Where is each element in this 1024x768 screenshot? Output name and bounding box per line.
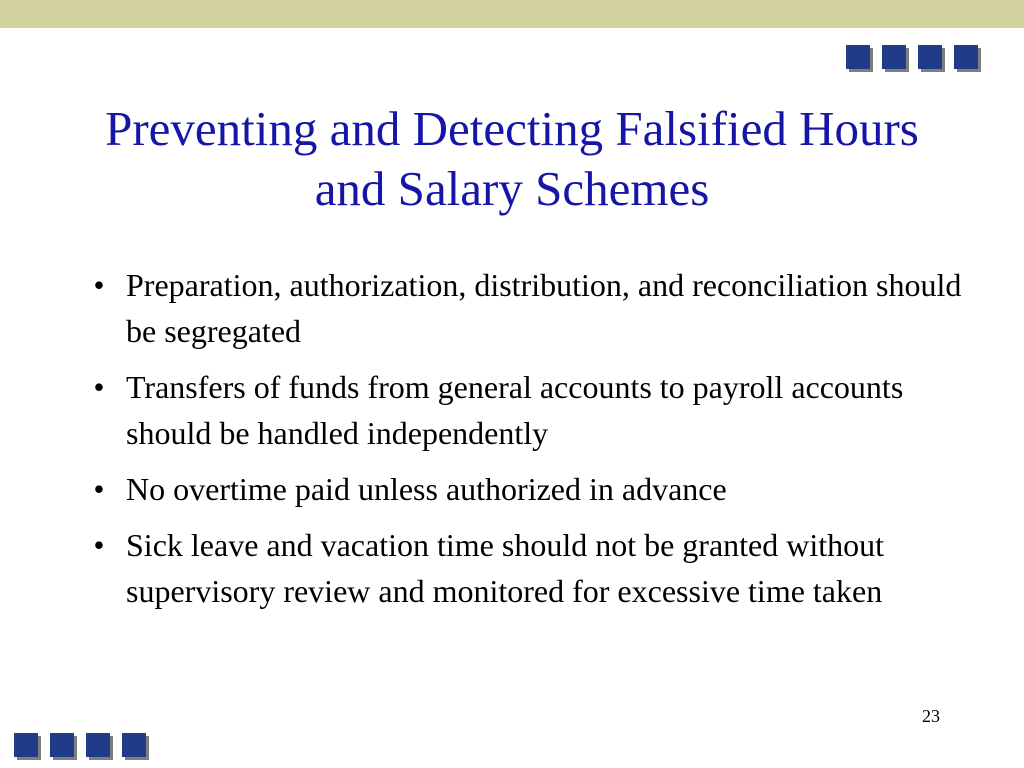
bullet-list — [84, 262, 964, 624]
page-number: 23 — [922, 706, 940, 726]
decorative-square-icon — [50, 733, 74, 757]
top-decorative-bar — [0, 0, 1024, 28]
decorative-square-icon — [954, 45, 978, 69]
bullet-text: Transfers of funds from general accounts to payroll accounts should be handled independently — [126, 369, 904, 451]
bullet-dot-icon: • — [93, 527, 105, 563]
bullet-dot-icon: • — [93, 267, 105, 303]
bullet-dot-icon: • — [93, 471, 105, 507]
decorative-square-icon — [14, 733, 38, 757]
decorative-square-icon — [918, 45, 942, 69]
bullet-item — [84, 522, 964, 614]
bullet-dot-icon: • — [93, 369, 105, 405]
top-decorative-squares — [846, 45, 978, 69]
bottom-decorative-squares — [14, 733, 146, 757]
bullet-item — [84, 466, 964, 512]
bullet-text: No overtime paid unless authorized in advance — [126, 471, 727, 507]
decorative-square-icon — [882, 45, 906, 69]
decorative-square-icon — [122, 733, 146, 757]
bullet-item — [84, 364, 964, 456]
bullet-text: Preparation, authorization, distribution, and reconciliation should be segregated — [126, 267, 962, 349]
decorative-square-icon — [846, 45, 870, 69]
bullet-item — [84, 262, 964, 354]
slide-title: Preventing and Detecting Falsified Hours and Salary Schemes — [105, 101, 919, 216]
decorative-square-icon — [86, 733, 110, 757]
bullet-text: Sick leave and vacation time should not be granted without supervisory review and monitored for excessive time taken — [126, 527, 885, 609]
